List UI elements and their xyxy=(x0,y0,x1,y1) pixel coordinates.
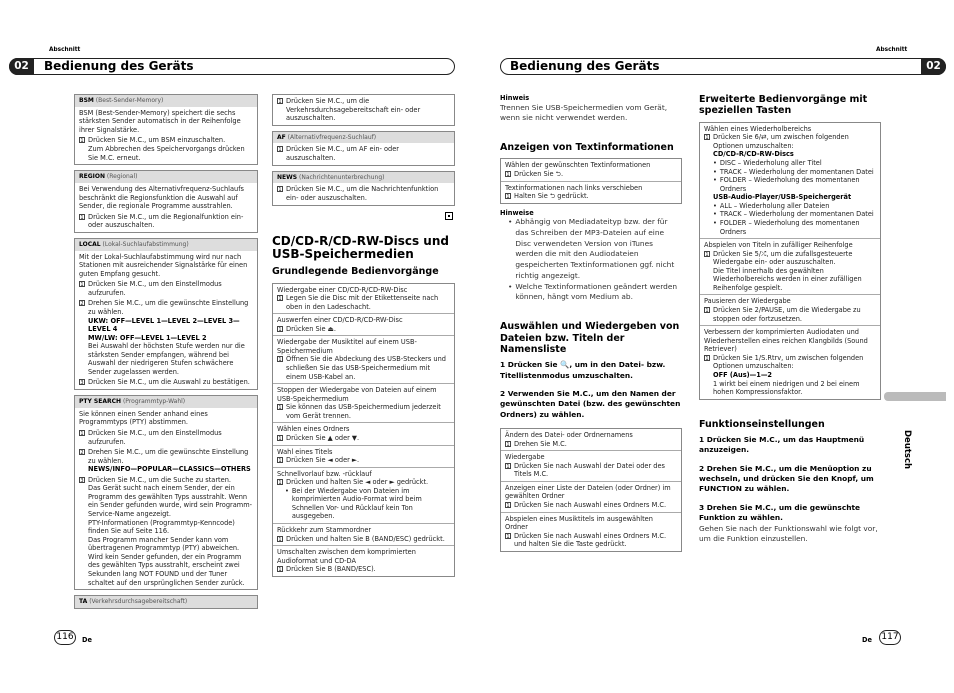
page-number-left: 116 xyxy=(54,630,76,645)
extended-ops-heading: Erweiterte Bedienvorgänge mit speziellen Tasten xyxy=(699,94,868,117)
section-bar-right xyxy=(500,58,946,75)
language-tab xyxy=(884,392,946,401)
news-box: NEWS (Nachrichtenunterbrechung) 1 Drücken Sie M.C., um die Nachrichtenfunktion ein- oder auszuschalten. xyxy=(272,171,455,206)
hinweise-bullet-1: • Abhängig von Mediadateityp bzw. der für das Schreiben der MP3-Dateien auf eine Disc verwendeten Version von iTunes werden die mit den Audiodateien gespeicherten Textinformationen ggf. nicht richtig angezeigt. xyxy=(500,217,682,281)
function-settings-heading: Funktionseinstellungen xyxy=(699,418,825,430)
format-switch-title: Umschalten zwischen dem komprimierten Audioformat und CD-DA xyxy=(277,548,416,565)
section-title-right: Bedienung des Geräts xyxy=(510,58,660,73)
column-4 xyxy=(699,94,881,545)
stop-usb-step: Sie können das USB-Speichermedium jederzeit vom Gerät trennen. xyxy=(286,403,441,420)
fast-forward-note: • Bei der Wiedergabe von Dateien im komprimierten Audio-Format wird beim Schnellen Vor- und Rücklauf kein Ton ausgegeben. xyxy=(277,487,450,521)
basic-ops-box: Wiedergabe einer CD/CD-R/CD-RW-Disc 1 Legen Sie die Disc mit der Etikettenseite nach oben in den Ladeschacht. Auswerfen einer CD/CD-R/CD-RW-Disc 1 Drücken Sie ⏏. Wiedergabe der Musiktitel auf einem USB-Speichermedium 1 Öffnen Sie die Abdeckung des USB-Steckers und schließen Sie das USB-Speichermedium mit einem USB-Kabel an. Stoppen der Wiedergabe von Dateien auf einem USB-Speichermedium 1 Sie können das USB-Speichermedium jederzeit vom Gerät trennen. Wählen eines Ordners 1 Drücken Sie ▲ oder ▼. Wahl eines Titels 1 Drücken Sie ◄ oder ►. Schnellvorlauf bzw. -rücklauf 1 Drücken und halten Sie ◄ oder ► gedrückt. • Bei der Wiedergabe von Dateien im komprimierten Audio-Format wird beim Schnellen Vor- und Rücklauf kein Ton ausgegeben. Rückkehr zum Stammordner 1 Drücken und halten Sie B (BAND/ESC) gedrückt. Umschalten zwischen dem komprimierten Audioformat und CD-DA 1 Drücken Sie B (BAND/ESC). xyxy=(272,283,455,577)
sound-retriever-note: 1 wirkt bei einem niedrigen und 2 bei einem hohen Kompressionsfaktor. xyxy=(713,379,860,397)
repeat-usb-folder: • FOLDER – Wiederholung des momentanen Ordners xyxy=(704,219,876,236)
function-step-3-note: Gehen Sie nach der Funktionswahl wie folgt vor, um die Funktion einzustellen. xyxy=(699,523,878,544)
text-info-select-step: Drücken Sie ⮌. xyxy=(514,169,564,178)
local-step-2-note: Bei Auswahl der höchsten Stufe werden nur die stärksten Sender empfangen, während bei Auswahl der niedrigeren Stufen schwächere Sender zugelassen werden. xyxy=(88,342,245,376)
ta-step-1: Drücken Sie M.C., um die Verkehrsdurchsagebereitschaft ein- oder auszuschalten. xyxy=(286,97,421,123)
local-box: LOCAL (Lokal-Suchlaufabstimmung) Mit der Lokal-Suchlaufabstimmung wird nur nach Stationen mit ausreichender Signalstärke für einen guten Empfang gesucht. 1 Drücken Sie M.C., um den Einstellmodus aufzurufen. 2 Drehen Sie M.C., um die gewünschte Einstellung zu wählen. UKW: OFF—LEVEL 1—LEVEL 2—LEVEL 3—LEVEL 4 MW/LW: OFF—LEVEL 1—LEVEL 2 Bei Auswahl der höchsten Stufe werden nur die stärksten Sender empfangen, während bei Auswahl der niedrigeren Stufen schwächere Sender zugelassen werden. 3 Drücken Sie M.C., um die Auswahl zu bestätigen. xyxy=(74,238,258,390)
repeat-cd-track: • TRACK – Wiederholung der momentanen Datei xyxy=(704,168,876,177)
repeat-cd-folder: • FOLDER – Wiederholung des momentanen Ordners xyxy=(704,176,876,193)
play-usb-step: Öffnen Sie die Abdeckung des USB-Steckers und schließen Sie das USB-Speichermedium mit einem USB-Kabel an. xyxy=(286,355,446,381)
pause-title: Pausieren der Wiedergabe xyxy=(704,297,791,306)
section-label-left: Abschnitt xyxy=(49,47,81,53)
pty-step-3-note-4: Wird kein Sender gefunden, der ein Programm des gewählten Typs ausstrahlt, erscheint zwei Sekunden lang NOT FOUND und der Tuner schaltet auf den ursprünglichen Sender zurück. xyxy=(88,552,245,587)
text-info-box: Wählen der gewünschten Textinformationen 1 Drücken Sie ⮌. Textinformationen nach links verschieben 1 Halten Sie ⮌ gedrückt. xyxy=(500,158,682,203)
play-usb-title: Wiedergabe der Musiktitel auf einem USB-Speichermedium xyxy=(277,338,417,355)
play-disc-step: Legen Sie die Disc mit der Etikettenseite nach oben in den Ladeschacht. xyxy=(286,294,439,311)
pty-step-3-note-1: Das Gerät sucht nach einem Sender, der ein Programm des gewählten Typs ausstrahlt. Wenn ein Sender gefunden wurde, wird sein Programm-Service-Name angezeigt. xyxy=(88,484,252,518)
pty-options: NEWS/INFO—POPULAR—CLASSICS—OTHERS xyxy=(88,465,251,474)
select-track-title: Wahl eines Titels xyxy=(277,447,333,456)
bsm-text: BSM (Best-Sender-Memory) speichert die sechs stärksten Sender automatisch in der Reihenfolge ihrer Signalstärke. xyxy=(79,108,241,134)
section-number-right: 02 xyxy=(921,58,946,75)
pty-heading: PTY SEARCH (Programmtyp-Wahl) xyxy=(75,396,257,408)
bsm-box: BSM (Best-Sender-Memory) BSM (Best-Sender-Memory) speichert die sechs stärksten Sender automatisch in der Reihenfolge ihrer Signalstärke. 1 Drücken Sie M.C., um BSM einzuschalten. Zum Abbrechen des Speichervorgangs drücken Sie M.C. erneut. xyxy=(74,94,258,165)
function-step-3: 3 Drehen Sie M.C., um die gewünschte Funktion zu wählen. xyxy=(699,502,861,523)
sound-retriever-step: Drücken Sie 1/S.Rtrv, um zwischen folgenden Optionen umzuschalten: xyxy=(713,353,864,371)
play-disc-title: Wiedergabe einer CD/CD-R/CD-RW-Disc xyxy=(277,285,408,294)
folder-list-step: Drücken Sie nach Auswahl eines Ordners M.C. xyxy=(514,501,667,510)
section-title-left: Bedienung des Geräts xyxy=(44,58,194,73)
local-heading: LOCAL (Lokal-Suchlaufabstimmung) xyxy=(75,239,257,251)
cd-usb-heading: CD/CD-R/CD-RW-Discs und USB-Speichermedien xyxy=(272,233,449,262)
column-2 xyxy=(272,94,455,582)
random-step: Drücken Sie 5/⤮, um die zufallsgesteuerte Wiedergabe ein- oder auszuschalten. xyxy=(713,249,853,267)
hinweise-bullet-2: • Welche Textinformationen geändert werden können, hängt vom Medium ab. xyxy=(500,282,682,303)
root-folder-step: Drücken und halten Sie B (BAND/ESC) gedrückt. xyxy=(286,534,445,543)
section-bar-left xyxy=(9,58,455,75)
af-step-1: Drücken Sie M.C., um AF ein- oder auszuschalten. xyxy=(286,145,399,163)
hinweise-title: Hinweise xyxy=(500,208,534,217)
play-folder-step: Drücken Sie nach Auswahl eines Ordners M.C. und halten Sie die Taste gedrückt. xyxy=(514,531,667,549)
region-step-1: Drücken Sie M.C., um die Regionalfunktion ein- oder auszuschalten. xyxy=(88,212,244,230)
bsm-heading: BSM (Best-Sender-Memory) xyxy=(75,95,257,107)
page-language-right: De xyxy=(862,636,872,644)
local-step-1: Drücken Sie M.C., um den Einstellmodus aufzurufen. xyxy=(88,280,222,297)
news-heading: NEWS (Nachrichtenunterbrechung) xyxy=(273,172,454,184)
select-folder-title: Wählen eines Ordners xyxy=(277,425,350,434)
playback-step: Drücken Sie nach Auswahl der Datei oder des Titels M.C. xyxy=(514,461,665,479)
select-folder-step: Drücken Sie ▲ oder ▼. xyxy=(286,433,360,442)
column-1 xyxy=(74,94,258,614)
ta-box xyxy=(74,595,258,609)
stop-usb-title: Stoppen der Wiedergabe von Dateien auf einem USB-Speichermedium xyxy=(277,386,437,403)
pty-step-3: Drücken Sie M.C., um die Suche zu starten. xyxy=(88,475,231,484)
select-files-heading: Auswählen und Wiedergeben von Dateien bzw. Titeln der Namensliste xyxy=(500,321,680,355)
end-of-section-icon xyxy=(445,212,453,220)
random-step-note: Die Titel innerhalb des gewählten Wiederholbereichs werden in einer zufälligen Reihenfolge gespielt. xyxy=(713,266,862,292)
section-number-left: 02 xyxy=(9,58,34,75)
pty-text: Sie können einen Sender anhand eines Programmtyps (PTY) abstimmen. xyxy=(79,409,208,427)
text-info-scroll-title: Textinformationen nach links verschieben xyxy=(505,183,643,192)
select-track-step: Drücken Sie ◄ oder ►. xyxy=(286,456,360,465)
pty-box: PTY SEARCH (Programmtyp-Wahl) Sie können einen Sender anhand eines Programmtyps (PTY) abstimmen. 1 Drücken Sie M.C., um den Einstellmodus aufzurufen. 2 Drehen Sie M.C., um die gewünschte Einstellung zu wählen. NEWS/INFO—POPULAR—CLASSICS—OTHERS 3 Drücken Sie M.C., um die Suche zu starten. Das Gerät sucht nach einem Sender, der ein Programm des gewählten Typs ausstrahlt. Wenn ein Sender gefunden wurde, wird sein Programm-Service-Name angezeigt. PTY-Informationen (Programmtyp-Kenncode) finden Sie auf Seite 116. Das Programm mancher Sender kann vom übertragenen Programmtyp (PTY) abweichen. Wird kein Sender gefunden, der ein Programm des gewählten Typs ausstrahlt, erscheint zwei Sekunden lang NOT FOUND und der Tuner schaltet auf den ursprünglichen Sender zurück. xyxy=(74,395,258,590)
text-info-heading: Anzeigen von Textinformationen xyxy=(500,142,674,154)
play-folder-title: Abspielen eines Musiktitels im ausgewählten Ordner xyxy=(505,514,653,532)
page-number-right: 117 xyxy=(879,630,901,645)
hinweis-title: Hinweis xyxy=(500,94,530,102)
ta-continued-box: 1 Drücken Sie M.C., um die Verkehrsdurchsagebereitschaft ein- oder auszuschalten. xyxy=(272,94,455,126)
pty-step-1: Drücken Sie M.C., um den Einstellmodus aufzurufen. xyxy=(88,428,222,446)
repeat-cd-disc: • DISC – Wiederholung aller Titel xyxy=(704,159,876,168)
function-step-2: 2 Drehen Sie M.C., um die Menüoption zu wechseln, und drücken Sie den Knopf, um FUNCTION zu wählen. xyxy=(699,463,874,494)
repeat-usb-all: • ALL – Wiederholung aller Dateien xyxy=(704,202,876,211)
pty-step-3-note-2: PTY-Informationen (Programmtyp-Kenncode) finden Sie auf Seite 116. xyxy=(88,518,235,536)
local-ukw-options: UKW: OFF—LEVEL 1—LEVEL 2—LEVEL 3—LEVEL 4 xyxy=(88,316,240,334)
repeat-step: Drücken Sie 6/⇄, um zwischen folgenden Optionen umzuschalten: xyxy=(713,133,849,150)
text-info-select-title: Wählen der gewünschten Textinformationen xyxy=(505,161,651,170)
repeat-usb-track: • TRACK – Wiederholung der momentanen Datei xyxy=(704,210,876,219)
change-name-title: Ändern des Datei- oder Ordnernamens xyxy=(505,431,633,440)
local-text: Mit der Lokal-Suchlaufabstimmung wird nur nach Stationen mit ausreichender Signalstärke für einen guten Empfang gesucht. xyxy=(79,252,248,278)
select-files-box: Ändern des Datei- oder Ordnernamens 1 Drehen Sie M.C. Wiedergabe 1 Drücken Sie nach Auswahl der Datei oder des Titels M.C. Anzeigen einer Liste der Dateien (oder Ordner) im gewählten Ordner 1 Drücken Sie nach Auswahl eines Ordners M.C. Abspielen eines Musiktitels im ausgewählten Ordner 1 Drücken Sie nach Auswahl eines Ordners M.C. und halten Sie die Taste gedrückt. xyxy=(500,428,682,552)
select-files-step-2: 2 Verwenden Sie M.C., um den Namen der gewünschten Datei (bzw. des gewünschten Ordners) zu wählen. xyxy=(500,389,681,419)
eject-disc-step: Drücken Sie ⏏. xyxy=(286,324,337,333)
local-mw-options: MW/LW: OFF—LEVEL 1—LEVEL 2 xyxy=(88,333,207,342)
ta-heading: TA (Verkehrsdurchsagebereitschaft) xyxy=(75,596,257,608)
change-name-step: Drehen Sie M.C. xyxy=(514,439,567,448)
section-label-right: Abschnitt xyxy=(876,47,908,53)
folder-list-title: Anzeigen einer Liste der Dateien (oder Ordner) im gewählten Ordner xyxy=(505,483,671,501)
repeat-title: Wählen eines Wiederholbereichs xyxy=(704,124,812,133)
language-tab-label: Deutsch xyxy=(902,430,912,470)
sound-retriever-options: OFF (Aus)—1—2 xyxy=(713,370,773,379)
page-language-left: De xyxy=(82,636,92,644)
local-step-2: Drehen Sie M.C., um die gewünschte Einstellung zu wählen. xyxy=(88,299,249,316)
select-files-step-1: 1 Drücken Sie 🔍, um in den Datei- bzw. Titellistenmodus umzuschalten. xyxy=(500,360,666,380)
bsm-step-1: Drücken Sie M.C., um BSM einzuschalten. xyxy=(88,136,226,145)
af-heading: AF (Alternativfrequenz-Suchlauf) xyxy=(273,132,454,144)
fast-forward-step: Drücken und halten Sie ◄ oder ► gedrückt. xyxy=(286,478,429,487)
region-text: Bei Verwendung des Alternativfrequenz-Suchlaufs beschränkt die Regionsfunktion die Auswahl auf Sender, die regionale Programme ausstrahlen. xyxy=(79,184,244,211)
news-step-1: Drücken Sie M.C., um die Nachrichtenfunktion ein- oder auszuschalten. xyxy=(286,185,439,202)
root-folder-title: Rückkehr zum Stammordner xyxy=(277,526,372,535)
region-box: REGION (Regional) Bei Verwendung des Alternativfrequenz-Suchlaufs beschränkt die Regionsfunktion die Auswahl auf Sender, die regionale Programme ausstrahlen. 1 Drücken Sie M.C., um die Regionalfunktion ein- oder auszuschalten. xyxy=(74,170,258,233)
extended-ops-box: Wählen eines Wiederholbereichs 1 Drücken Sie 6/⇄, um zwischen folgenden Optionen umzuschalten: CD/CD-R/CD-RW-Discs • DISC – Wiederholung aller Titel • TRACK – Wiederholung der momentanen Datei • FOLDER – Wiederholung des momentanen Ordners USB-Audio-Player/USB-Speichergerät • ALL – Wiederholung aller Dateien • TRACK – Wiederholung der momentanen Datei • FOLDER – Wiederholung des momentanen Ordners Abspielen von Titeln in zufälliger Reihenfolge 1 Drücken Sie 5/⤮, um die zufallsgesteuerte Wiedergabe ein- oder auszuschalten. Die Titel innerhalb des gewählten Wiederholbereichs werden in einer zufälligen Reihenfolge gespielt. Pausieren der Wiedergabe 1 Drücken Sie 2/PAUSE, um die Wiedergabe zu stoppen oder fortzusetzen. Verbessern der komprimierten Audiodaten und Wiederherstellen eines reichen Klangbilds (Sound Retriever) 1 Drücken Sie 1/S.Rtrv, um zwischen folgenden Optionen umzuschalten: OFF (Aus)—1—2 1 wirkt bei einem niedrigen und 2 bei einem hohen Kompressionsfaktor. xyxy=(699,122,881,400)
sound-retriever-title: Verbessern der komprimierten Audiodaten und Wiederherstellen eines reichen Klangbilds (Sound Retriever) xyxy=(704,328,868,354)
eject-disc-title: Auswerfen einer CD/CD-R/CD-RW-Disc xyxy=(277,316,403,325)
hinweis-text: Trennen Sie USB-Speichermedien vom Gerät, wenn sie nicht verwendet werden. xyxy=(500,102,668,123)
playback-title: Wiedergabe xyxy=(505,453,545,462)
basic-ops-heading: Grundlegende Bedienvorgänge xyxy=(272,266,439,278)
bsm-step-1-note: Zum Abbrechen des Speichervorgangs drücken Sie M.C. erneut. xyxy=(88,145,245,162)
fast-forward-title: Schnellvorlauf bzw. -rücklauf xyxy=(277,469,372,478)
repeat-usb-label: USB-Audio-Player/USB-Speichergerät xyxy=(713,193,852,202)
pause-step: Drücken Sie 2/PAUSE, um die Wiedergabe zu stoppen oder fortzusetzen. xyxy=(713,306,861,323)
pty-step-2: Drehen Sie M.C., um die gewünschte Einstellung zu wählen. xyxy=(88,448,249,465)
text-info-scroll-step: Halten Sie ⮌ gedrückt. xyxy=(514,192,589,201)
region-heading: REGION (Regional) xyxy=(75,171,257,183)
format-switch-step: Drücken Sie B (BAND/ESC). xyxy=(286,565,376,574)
pty-step-3-note-3: Das Programm mancher Sender kann vom übertragenen Programmtyp (PTY) abweichen. xyxy=(88,535,240,553)
repeat-cd-label: CD/CD-R/CD-RW-Discs xyxy=(713,150,794,159)
column-3 xyxy=(500,94,682,557)
function-step-1: 1 Drücken Sie M.C., um das Hauptmenü anzuzeigen. xyxy=(699,435,865,455)
random-title: Abspielen von Titeln in zufälliger Reihenfolge xyxy=(704,241,853,250)
local-step-3: Drücken Sie M.C., um die Auswahl zu bestätigen. xyxy=(88,378,250,387)
af-box: AF (Alternativfrequenz-Suchlauf) 1 Drücken Sie M.C., um AF ein- oder auszuschalten. xyxy=(272,131,455,166)
